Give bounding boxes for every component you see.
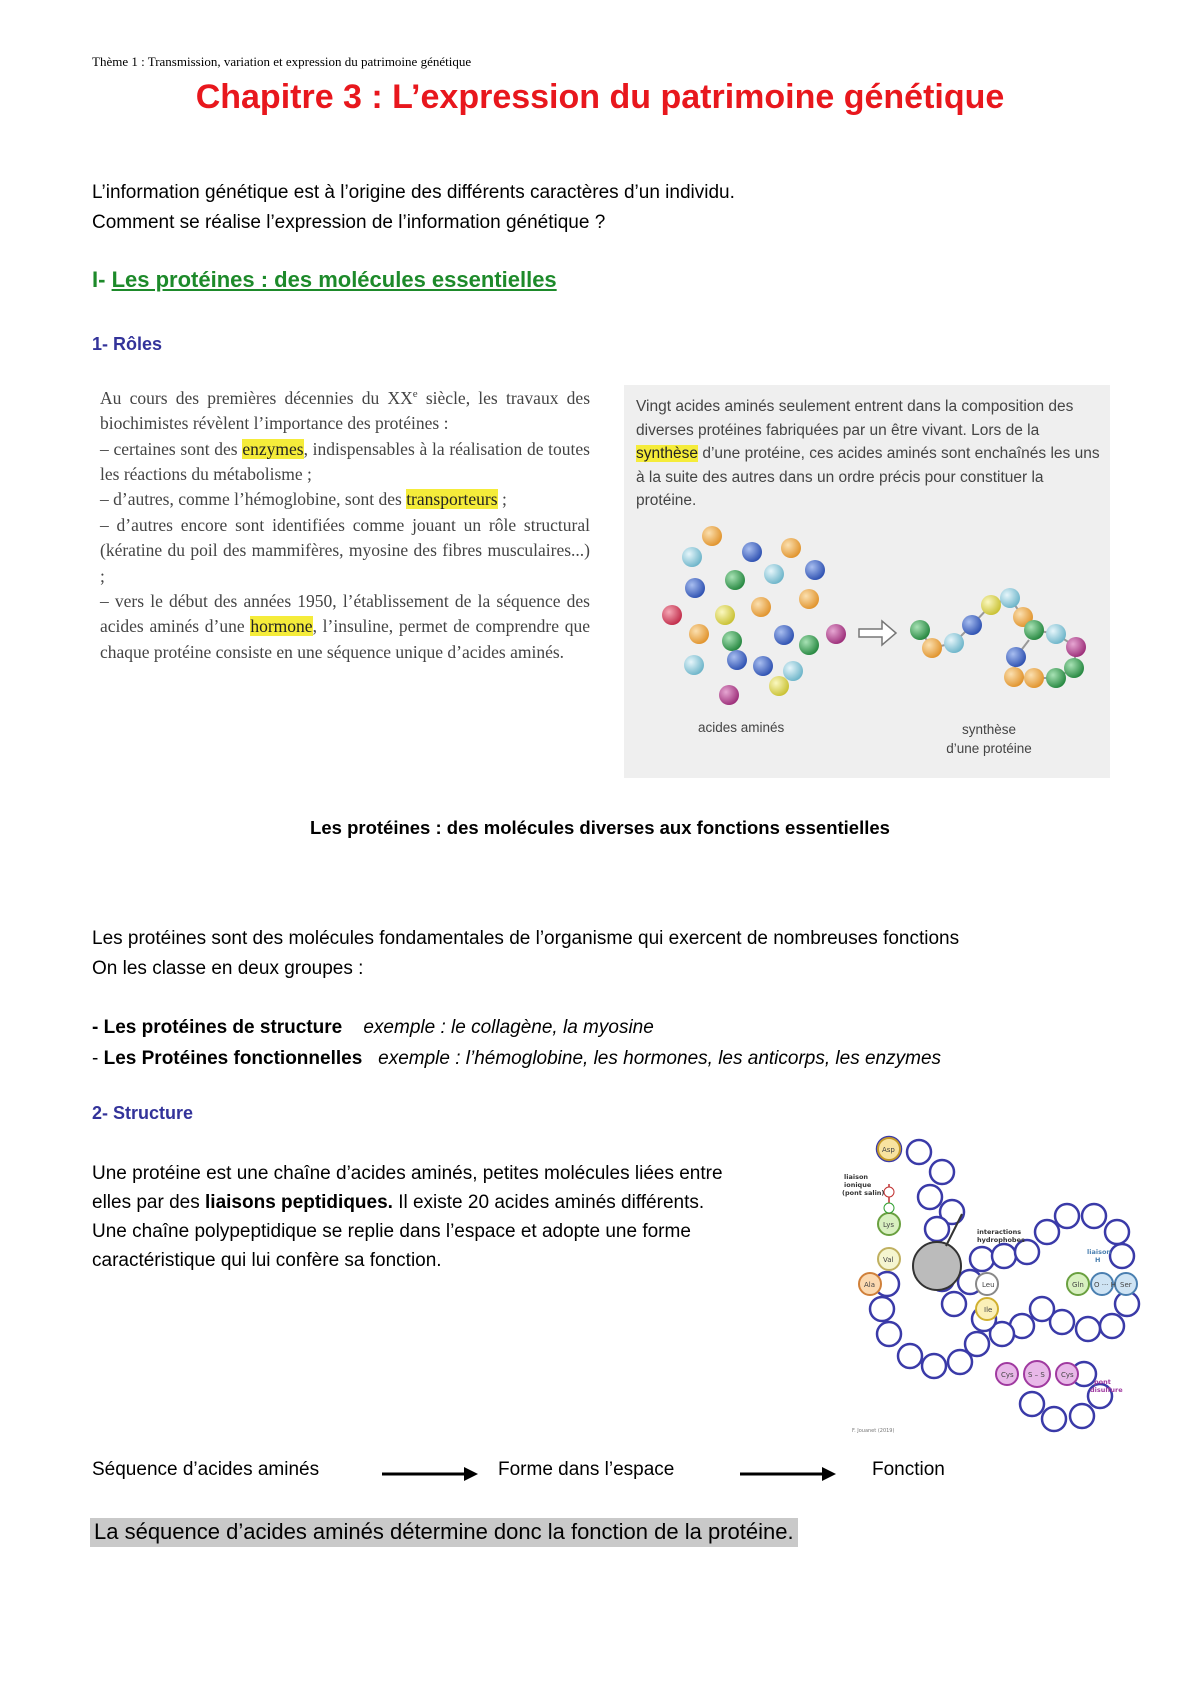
svg-text:ionique: ionique: [844, 1181, 872, 1189]
doc-bullet-structural: – d’autres encore sont identifiées comme jouant un rôle structural (kératine du poil des mammifères, myosine des fibres musculaires...) ;: [100, 514, 590, 586]
protein-folding-illustration: [842, 1134, 1142, 1436]
highlight-transporteurs: transporteurs: [406, 489, 498, 510]
paragraph-line-2: On les classe en deux groupes :: [92, 958, 364, 979]
label-synthese: synthèse d’une protéine: [946, 722, 1032, 756]
svg-text:liaison: liaison: [1087, 1248, 1112, 1256]
flow-step-sequence: Séquence d’acides aminés: [92, 1459, 320, 1480]
svg-text:(pont salin): (pont salin): [842, 1189, 885, 1197]
svg-text:Leu: Leu: [982, 1281, 995, 1289]
plus-icon: [884, 1203, 894, 1213]
svg-text:S – S: S – S: [1028, 1371, 1045, 1379]
svg-text:Ala: Ala: [864, 1281, 876, 1289]
doc-bullet-hormone: – vers le début des années 1950, l’établissement de la séquence des acides aminés d’une hormone, l’insuline, permet de comprendre que chaque protéine consiste en une séquence unique d’acides aminés.: [100, 591, 591, 662]
svg-text:Asp: Asp: [882, 1146, 895, 1154]
doc-paragraph: Au cours des premières décennies du XXe siècle, les travaux des biochimistes révèlent l’importance des protéines :: [100, 387, 590, 434]
doc-bullet-enzymes: – certaines sont des enzymes, indispensables à la réalisation de toutes les réactions du métabolisme ;: [100, 438, 590, 485]
subsection-structure: 2- Structure: [92, 1103, 194, 1123]
svg-text:Cys: Cys: [1001, 1371, 1014, 1379]
group-functional: - Les Protéines fonctionnelles exemple : l’hémoglobine, les hormones, les anticorps, les enzymes: [92, 1048, 942, 1069]
structure-paragraph: Une protéine est une chaîne d’acides aminés, petites molécules liées entre elles par des liaisons peptidiques. Il existe 20 acides aminés différents. Une chaîne polypeptidique se replie dans l’espace et adopte une forme caractéristique qui lui confère sa fonction.: [92, 1163, 723, 1271]
paragraph-line-1: Les protéines sont des molécules fondamentales de l’organisme qui exercent de nombreuses fonctions: [92, 928, 960, 949]
highlight-hormone: hormone: [250, 616, 313, 637]
svg-text:Lys: Lys: [883, 1221, 895, 1229]
highlight-synthese: synthèse: [636, 445, 699, 462]
chapter-title: Chapitre 3 : L’expression du patrimoine génétique: [195, 78, 1005, 116]
group-structure: - Les protéines de structure exemple : le collagène, la myosine: [92, 1017, 654, 1038]
section-number: I-: [92, 267, 106, 292]
svg-text:Ser: Ser: [1120, 1281, 1132, 1289]
svg-text:Val: Val: [883, 1256, 894, 1264]
arrow-right-icon: [380, 1465, 480, 1483]
svg-text:liaison: liaison: [844, 1173, 869, 1181]
flow-step-function: Fonction: [872, 1459, 945, 1480]
figure-credit: F. Jouanet (2019): [852, 1428, 895, 1434]
intro-line-1: L’information génétique est à l’origine des différents caractères d’un individu.: [92, 182, 735, 203]
proteins-paragraph: [92, 924, 1152, 984]
section-title-text: Les protéines : des molécules essentielles: [111, 267, 557, 292]
protein-chain: [910, 588, 1086, 688]
document-text: [100, 382, 590, 665]
svg-text:H: H: [1095, 1256, 1101, 1264]
free-amino-acids: [662, 526, 846, 705]
intro-line-2: Comment se réalise l’expression de l’information génétique ?: [92, 212, 606, 233]
conclusion-highlight: La séquence d’acides aminés détermine donc la fonction de la protéine.: [90, 1518, 798, 1547]
minus-icon: [884, 1187, 894, 1197]
protein-folding-figure: [842, 1134, 1142, 1436]
intro: [92, 178, 735, 238]
highlight-enzymes: enzymes: [242, 438, 304, 459]
svg-text:O ··· H: O ··· H: [1094, 1281, 1116, 1289]
arrow-right-icon: [738, 1465, 838, 1483]
svg-text:Ile: Ile: [984, 1306, 993, 1314]
arrow-icon: [859, 621, 896, 645]
protein-groups: [92, 1012, 941, 1074]
figure-caption: Les protéines : des molécules diverses aux fonctions essentielles: [310, 817, 890, 838]
svg-text:Gln: Gln: [1072, 1281, 1084, 1289]
svg-text:Cys: Cys: [1061, 1371, 1074, 1379]
label-acides-amines: acides aminés: [698, 720, 785, 735]
section-1-title: [92, 267, 557, 293]
svg-text:interactions: interactions: [977, 1228, 1022, 1236]
svg-text:hydrophobes: hydrophobes: [977, 1236, 1025, 1244]
figure1-text: Vingt acides aminés seulement entrent dans la composition des diverses protéines fabriquées par un être vivant. Lors de la synthèse d’une protéine, ces acides aminés sont enchaînés les uns à la suite des autres dans un ordre précis pour constituer la protéine.: [636, 398, 1100, 509]
amino-acids-figure: [624, 385, 1110, 778]
flow-step-shape: Forme dans l’espace: [498, 1459, 675, 1480]
doc-bullet-transport: – d’autres, comme l’hémoglobine, sont des transporteurs ;: [100, 489, 507, 510]
theme-line: Thème 1 : Transmission, variation et expression du patrimoine génétique: [92, 54, 472, 69]
svg-text:disulfure: disulfure: [1090, 1386, 1123, 1394]
svg-text:pont: pont: [1094, 1378, 1111, 1386]
subsection-roles: 1- Rôles: [92, 334, 163, 354]
